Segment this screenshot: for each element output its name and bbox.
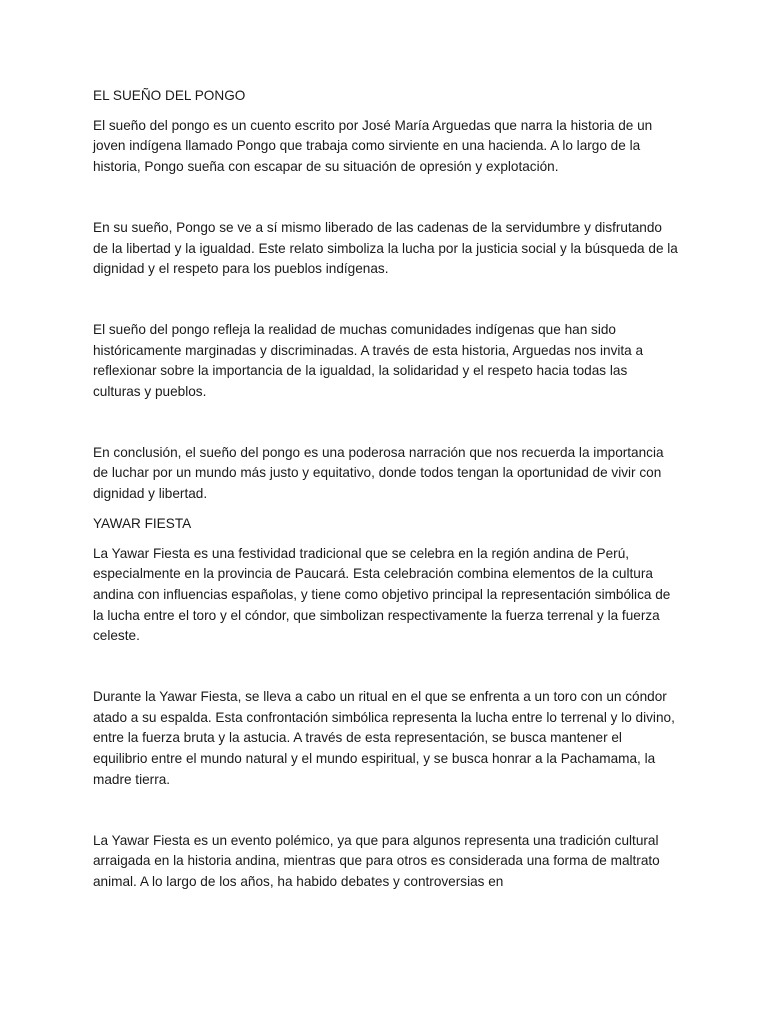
paragraph-pongo-reality: El sueño del pongo refleja la realidad de muchas comunidades indígenas que han sido históricamente marginadas y discriminadas. A través de esta historia, Arguedas nos invita a reflexionar sobre la importancia de la igualdad, la solidaridad y el respeto hacia todas las culturas y pueblos.	[93, 321, 644, 400]
paragraph-spacer	[93, 791, 678, 831]
section-heading-yawar-fiesta: YAWAR FIESTA	[93, 515, 192, 531]
paragraph-pongo-intro: El sueño del pongo es un cuento escrito por José María Arguedas que narra la historia de un joven indígena llamado Pongo que trabaja como sirviente en una hacienda. A lo largo de la historia, Pongo sueña con escapar de su situación de opresión y explotación.	[93, 117, 653, 175]
section-heading-sueno-del-pongo: EL SUEÑO DEL PONGO	[93, 88, 246, 103]
paragraph-spacer	[93, 280, 678, 320]
paragraph-yawar-intro: La Yawar Fiesta es una festividad tradicional que se celebra en la región andina de Perú, especialmente en la provincia de Paucará. Esta celebración combina elementos de la cultura andina con influencias españolas, y tiene como objetivo principal la representación simbólica de la lucha entre el toro y el cóndor, que simbolizan respectivamente la fuerza terrenal y la fuerza celeste.	[93, 545, 671, 644]
paragraph-pongo-dream: En su sueño, Pongo se ve a sí mismo liberado de las cadenas de la servidumbre y disfrutando de la libertad y la igualdad. Este relato simboliza la lucha por la justicia social y la búsqueda de la dignidad y el respeto para los pueblos indígenas.	[93, 219, 678, 277]
paragraph-spacer	[93, 403, 678, 443]
document-body	[93, 86, 678, 893]
paragraph-pongo-conclusion: En conclusión, el sueño del pongo es una poderosa narración que nos recuerda la importancia de luchar por un mundo más justo y equitativo, donde todos tengan la oportunidad de vivir con dignidad y libertad.	[93, 444, 664, 502]
paragraph-yawar-controversy: La Yawar Fiesta es un evento polémico, ya que para algunos representa una tradición cultural arraigada en la historia andina, mientras que para otros es considerada una forma de maltrato animal. A lo largo de los años, ha habido debates y controversias en	[93, 832, 660, 889]
paragraph-spacer	[93, 505, 678, 514]
paragraph-spacer	[93, 647, 678, 687]
paragraph-yawar-ritual: Durante la Yawar Fiesta, se lleva a cabo un ritual en el que se enfrenta a un toro con un cóndor atado a su espalda. Esta confrontación simbólica representa la lucha entre lo terrenal y lo divino, entre la fuerza bruta y la astucia. A través de esta representación, se busca mantener el equilibrio entre el mundo natural y el mundo espiritual, y se busca honrar a la Pachamama, la madre tierra.	[93, 689, 675, 787]
paragraph-spacer	[93, 178, 678, 218]
